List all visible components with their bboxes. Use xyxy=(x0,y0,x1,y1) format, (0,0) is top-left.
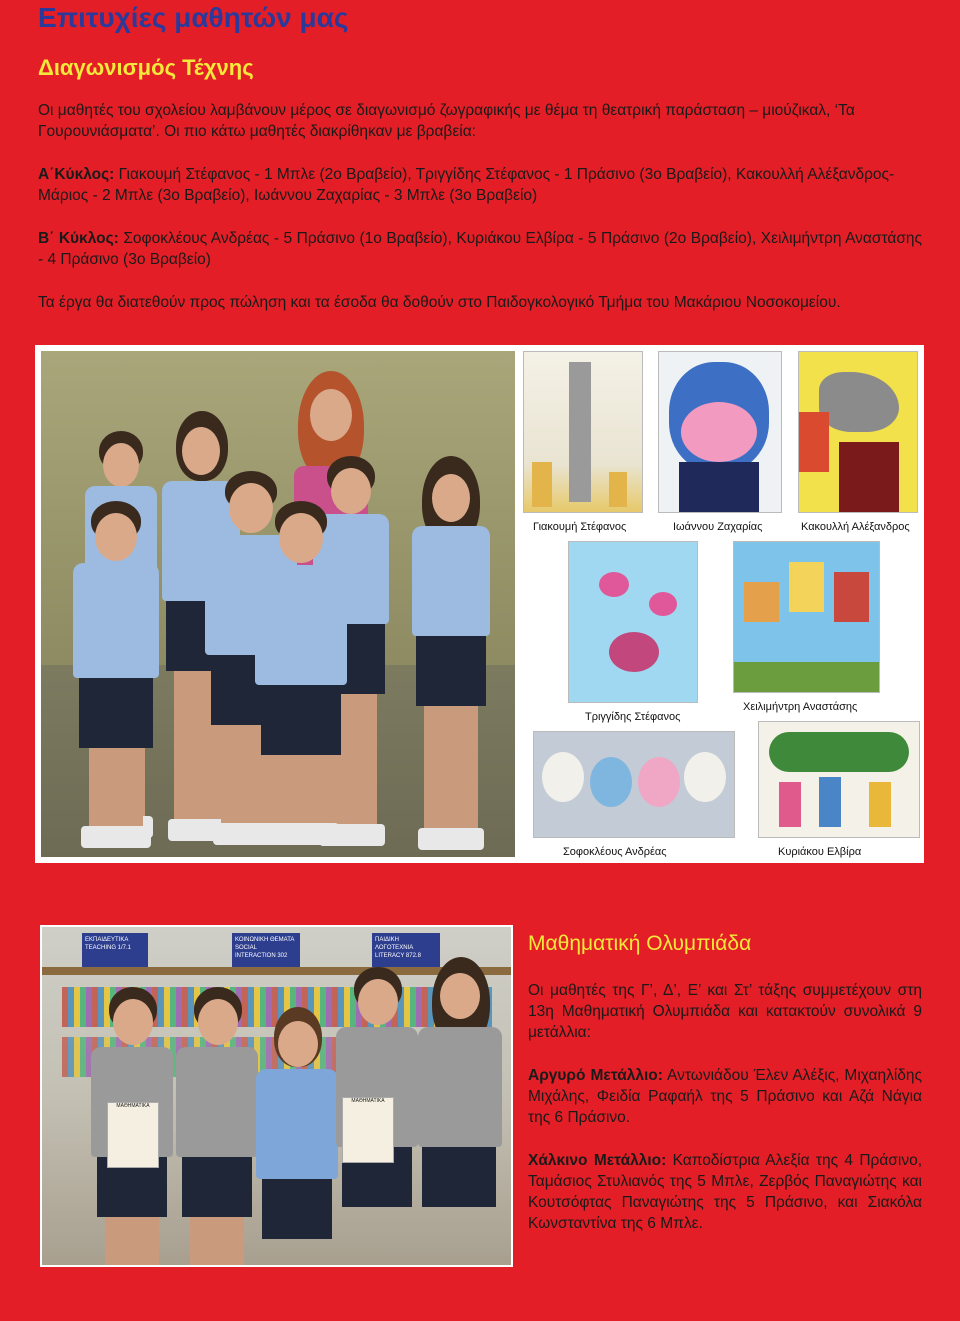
math-book xyxy=(342,1097,394,1163)
student-figure xyxy=(172,987,262,1267)
section-title-math-olympiad: Μαθηματική Ολυμπιάδα xyxy=(528,932,752,955)
art-contest-intro: Οι μαθητές του σχολείου λαμβάνουν μέρος σε διαγωνισμό ζωγραφικής με θέμα τη θεατρική παράσταση – μιούζικαλ, ‘Τα Γουρουνιάσματα’. Οι πιο κάτω μαθητές διακρίθηκαν με βραβεία: xyxy=(38,102,855,140)
bronze-medal-label: Χάλκινο Μετάλλιο: xyxy=(528,1152,667,1169)
drawing-triggidis xyxy=(568,541,698,703)
drawing-cheilimintri xyxy=(733,541,880,693)
student-figure xyxy=(251,501,351,851)
poster-teaching: ΕΚΠΑΙΔΕΥΤΙΚΑ TEACHING 1/7.1 xyxy=(82,933,148,967)
drawing-ioannou xyxy=(658,351,782,513)
cycle-b-label: Β΄ Κύκλος: xyxy=(38,230,119,247)
silver-medal-label: Αργυρό Μετάλλιο: xyxy=(528,1067,663,1084)
drawing-giakoumi xyxy=(523,351,643,513)
olympiad-intro: Οι μαθητές της Γ’, Δ’, Ε’ και Στ’ τάξης συμμετέχουν στη 13η Μαθηματική Ολυμπιάδα και κατακτούν συνολικά 9 μετάλλια: xyxy=(528,982,922,1041)
olympiad-group-photo xyxy=(40,925,513,1267)
silver-medal-winners xyxy=(528,1065,922,1128)
poster-social: ΚΟΙΝΩΝΙΚΗ ΘΕΜΑΤΑ SOCIAL INTERACTION 302 xyxy=(232,933,300,967)
poster-literacy: ΠΑΙΔΙΚΗ ΛΟΓΟΤΕΧΝΙΑ LITERACY 872.8 xyxy=(372,933,440,967)
caption-giakoumi: Γιακουμή Στέφανος xyxy=(533,521,627,533)
page-title: Επιτυχίες μαθητών μας xyxy=(38,2,349,33)
drawing-kakoulli xyxy=(798,351,918,513)
math-book-label: ΜΑΘΗΜΑΤΙΚΑ xyxy=(351,1098,385,1104)
student-figure xyxy=(406,456,496,856)
math-book xyxy=(107,1102,159,1168)
cycle-a-label: Α΄Κύκλος: xyxy=(38,166,115,183)
section-title-art-contest: Διαγωνισμός Τέχνης xyxy=(38,55,254,80)
cycle-b-text: Σοφοκλέους Ανδρέας - 5 Πράσινο (1ο Βραβείο), Κυριάκου Ελβίρα - 5 Πράσινο (2ο Βραβείο), Χειλιμήντρη Αναστάσης - 4 Πράσινο (3ο Βραβείο) xyxy=(38,230,922,268)
caption-sofokleous: Σοφοκλέους Ανδρέας xyxy=(563,846,667,858)
drawing-kyriakou xyxy=(758,721,920,838)
caption-ioannou: Ιωάννου Ζαχαρίας xyxy=(673,521,763,533)
cycle-a-winners xyxy=(38,164,922,206)
caption-cheilimintri: Χειλιμήντρη Αναστάσης xyxy=(743,701,858,713)
caption-kyriakou: Κυριάκου Ελβίρα xyxy=(778,846,862,858)
caption-triggidis: Τριγγίδης Στέφανος xyxy=(585,711,681,723)
caption-kakoulli: Κακουλλή Αλέξανδρος xyxy=(801,521,910,533)
sale-note: Τα έργα θα διατεθούν προς πώληση και τα έσοδα θα δοθούν στο Παιδογκολογικό Τμήμα του Μακάριου Νοσοκομείου. xyxy=(38,294,841,311)
math-book-label: ΜΑΘΗΜΑΤΙΚΑ xyxy=(116,1103,150,1109)
bronze-medal-text: Καποδίστρια Αλεξία της 4 Πράσινο, Ταμάσιος Στυλιανός της 5 Μπλε, Ζερβός Παναγιώτης και Κουτσόφτας Παναγιώτης της 5 Πράσινο, και Σιακόλα Κωνσταντίνα της 6 Μπλε. xyxy=(528,1152,922,1232)
student-figure xyxy=(71,501,161,851)
silver-medal-text: Αντωνιάδου Έλεν Αλέξις, Μιχαηλίδης Μιχάλης, Φειδία Ραφαήλ της 5 Πράσινο και Αζά Νάγια της 6 Πράσινο. xyxy=(528,1067,923,1126)
student-figure xyxy=(252,1007,342,1267)
cycle-b-winners xyxy=(38,228,922,270)
art-contest-photo-block xyxy=(35,345,924,863)
student-figure xyxy=(412,957,507,1267)
group-photo-students-teacher xyxy=(41,351,515,857)
drawing-sofokleous xyxy=(533,731,735,838)
bronze-medal-winners xyxy=(528,1150,922,1234)
cycle-a-text: Γιακουμή Στέφανος - 1 Μπλε (2ο Βραβείο), Τριγγίδης Στέφανος - 1 Πράσινο (3ο Βραβείο), Κακουλλή Αλέξανδρος-Μάριος - 2 Μπλε (3ο Βραβείο), Ιωάννου Ζαχαρίας - 3 Μπλε (3ο Βραβείο) xyxy=(38,166,895,204)
winning-drawings-collage xyxy=(523,351,918,857)
